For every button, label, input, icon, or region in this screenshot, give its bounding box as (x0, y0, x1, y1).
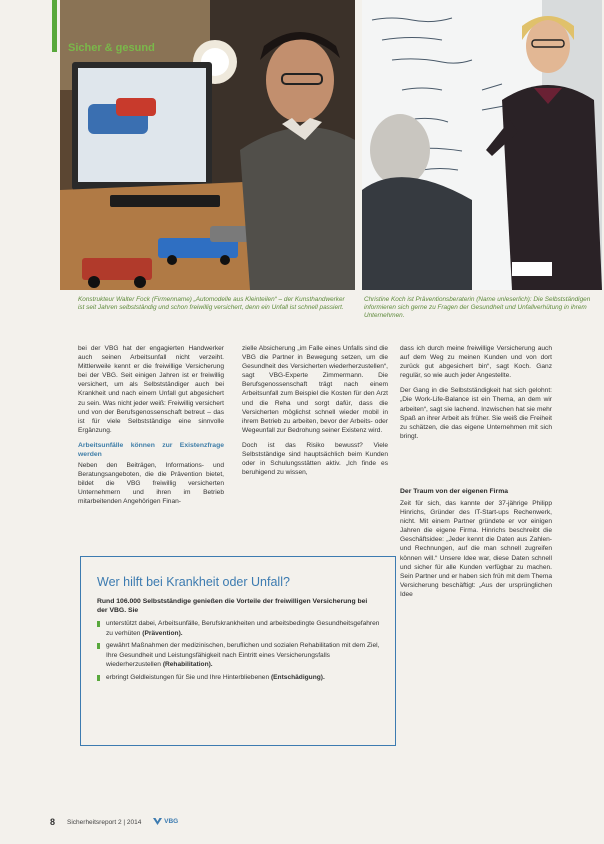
subheading: Arbeitsunfälle können zur Existenzfrage werden (78, 441, 224, 458)
photo-craftsman-workshop (60, 0, 355, 290)
page-number: 8 (50, 817, 56, 827)
list-item-emphasis: (Rehabilitation). (162, 661, 213, 668)
article-column-2 (242, 344, 388, 483)
list-item-text: unterstützt dabei, Arbeitsunfälle, Berufskrankheiten und arbeitsbedingte Gesundheitsgefahren zu verhüten (106, 620, 380, 637)
photo-presenter-illustration (362, 0, 602, 290)
brand-logo (153, 818, 178, 825)
paragraph: zielle Absicherung „im Falle eines Unfalls sind die VBG die Partner in Bewegung setzen, um die Gesundheit des Versicherten wiederherzustellen“, sagt VBG-Experte Zimmermann. Die Berufsgenossenschaft trägt nach einem Arbeitsunfall zum Beispiel die Kosten für den Arzt und die Reha und sorgt dafür, dass die Versicherten möglichst schnell wieder mobil in ihrem Betrieb zu arbeiten, bevor der Arbeits- oder Wegeunfall zur Bedrohung seiner Existenz wird. (242, 345, 388, 434)
paragraph: Neben den Beiträgen, Informations- und Beratungsangeboten, die die Prävention bietet, bildet die VBG freiwillig versicherten Unternehmern und ihren im Betrieb mitarbeitenden Angehörigen Finan- (78, 461, 224, 506)
paragraph: Zeit für sich, das kannte der 37-jährige Philipp Hinrichs, Gründer des IT-Start-ups Rechenwerk, nicht. Mit einem Partner gründete er vor einigen Jahren die eigene Firma. Hinrichs beschreibt die Geschäftsidee: „Jeder kennt die Daten aus Zahlen- und Rechnungen, auf die man schnell zugreifen können will.“ Unsere Idee war, diese Daten schnell und sicher für alle Kunden verfügbar zu machen. Sein Partner und er haben sich früh mit dem Thema Versicherung beschäftigt: „Aus der ursprünglichen Idee (400, 500, 552, 598)
brand-name: VBG (164, 818, 179, 826)
info-box (80, 556, 396, 746)
list-item (97, 673, 382, 683)
list-item-emphasis: (Entschädigung). (270, 673, 325, 681)
photo-caption-left: Konstrukteur Walter Fock (Firmenname) „Automodelle aus Kleinteilen“ – der Kunsthandwerker ist seit Jahren selbstständig und schon freiwillig versichert, denn ein Unfall ist schnell passiert. (78, 296, 345, 311)
info-box-title: Wer hilft bei Krankheit oder Unfall? (97, 575, 290, 589)
page-footer (50, 817, 178, 827)
section-accent-bar (52, 0, 57, 52)
list-item-text: gewährt Maßnahmen der medizinischen, beruflichen und sozialen Rehabilitation mit dem Ziel, Ihre Gesundheit und Leistungsfähigkeit nach Eintritt eines Versicherungsfalls wiederherzustellen (106, 642, 380, 668)
article-column-3-continued (400, 499, 552, 599)
paragraph: dass ich durch meine freiwillige Versicherung auch auf dem Weg zu meinen Kunden und von dort zurück gut abgesichert bin“, sagt Koch. Ganz regulär, so wie auch jeder Angestellte. (400, 345, 552, 380)
photo-whiteboard-presentation (362, 0, 602, 290)
list-item (97, 641, 382, 670)
list-item-emphasis: (Prävention). (142, 629, 183, 637)
article-column-3 (400, 344, 552, 447)
info-box-list (97, 619, 382, 685)
paragraph: Der Gang in die Selbstständigkeit hat sich gelohnt: „Die Work-Life-Balance ist ein Thema, an dem wir arbeiten“, sagt sie lachend. Inzwischen hat sie mehr Spaß an ihrer Arbeit als früher. Sie weiß die Freiheit zu schätzen, die das eigene Unternehmen mit sich bringt. (400, 387, 552, 440)
photo-caption-right: Christine Koch ist Präventionsberaterin (Name unleserlich): Die Selbstständigen informieren sich gerne zu Fragen der Gesundheit und Unfallverhütung in ihrem Unternehmen. (364, 296, 591, 319)
paragraph: Doch ist das Risiko bewusst? Viele Selbstständige sind hauptsächlich beim Kunden oder in Schulungsstätten aktiv. „Ich finde es beruhigend zu wissen, (242, 441, 388, 477)
info-box-intro: Rund 106.000 Selbstständige genießen die Vorteile der freiwilligen Versicherung bei der VBG. Sie (97, 598, 368, 614)
paragraph: bei der VBG hat der engagierten Handwerker auch seinen Arbeitsunfall nicht verzeiht. Mittlerweile kennt er die freiwillige Versicherung bei der VBG. Seit einigen Jahren ist er freiwillig versichert, um als Selbstständiger auch bei Krankheit und nach einem Unfall gut abgesichert zu sein. Was nicht jeder weiß: Freiwillig versichert und von der Berufsgenossenschaft betreut – das ist für viele Selbstständige eine sinnvolle Ergänzung. (78, 345, 224, 434)
section-tag: Sicher & gesund (68, 42, 155, 54)
list-item-text: erbringt Geldleistungen für Sie und Ihre Hinterbliebenen (106, 673, 271, 681)
list-item (97, 619, 382, 638)
publication-name: Sicherheitsreport 2 | 2014 (67, 818, 142, 826)
subheading-own-company: Der Traum von der eigenen Firma (400, 488, 509, 495)
brand-mark-icon (153, 818, 162, 825)
article-column-1 (78, 344, 224, 512)
